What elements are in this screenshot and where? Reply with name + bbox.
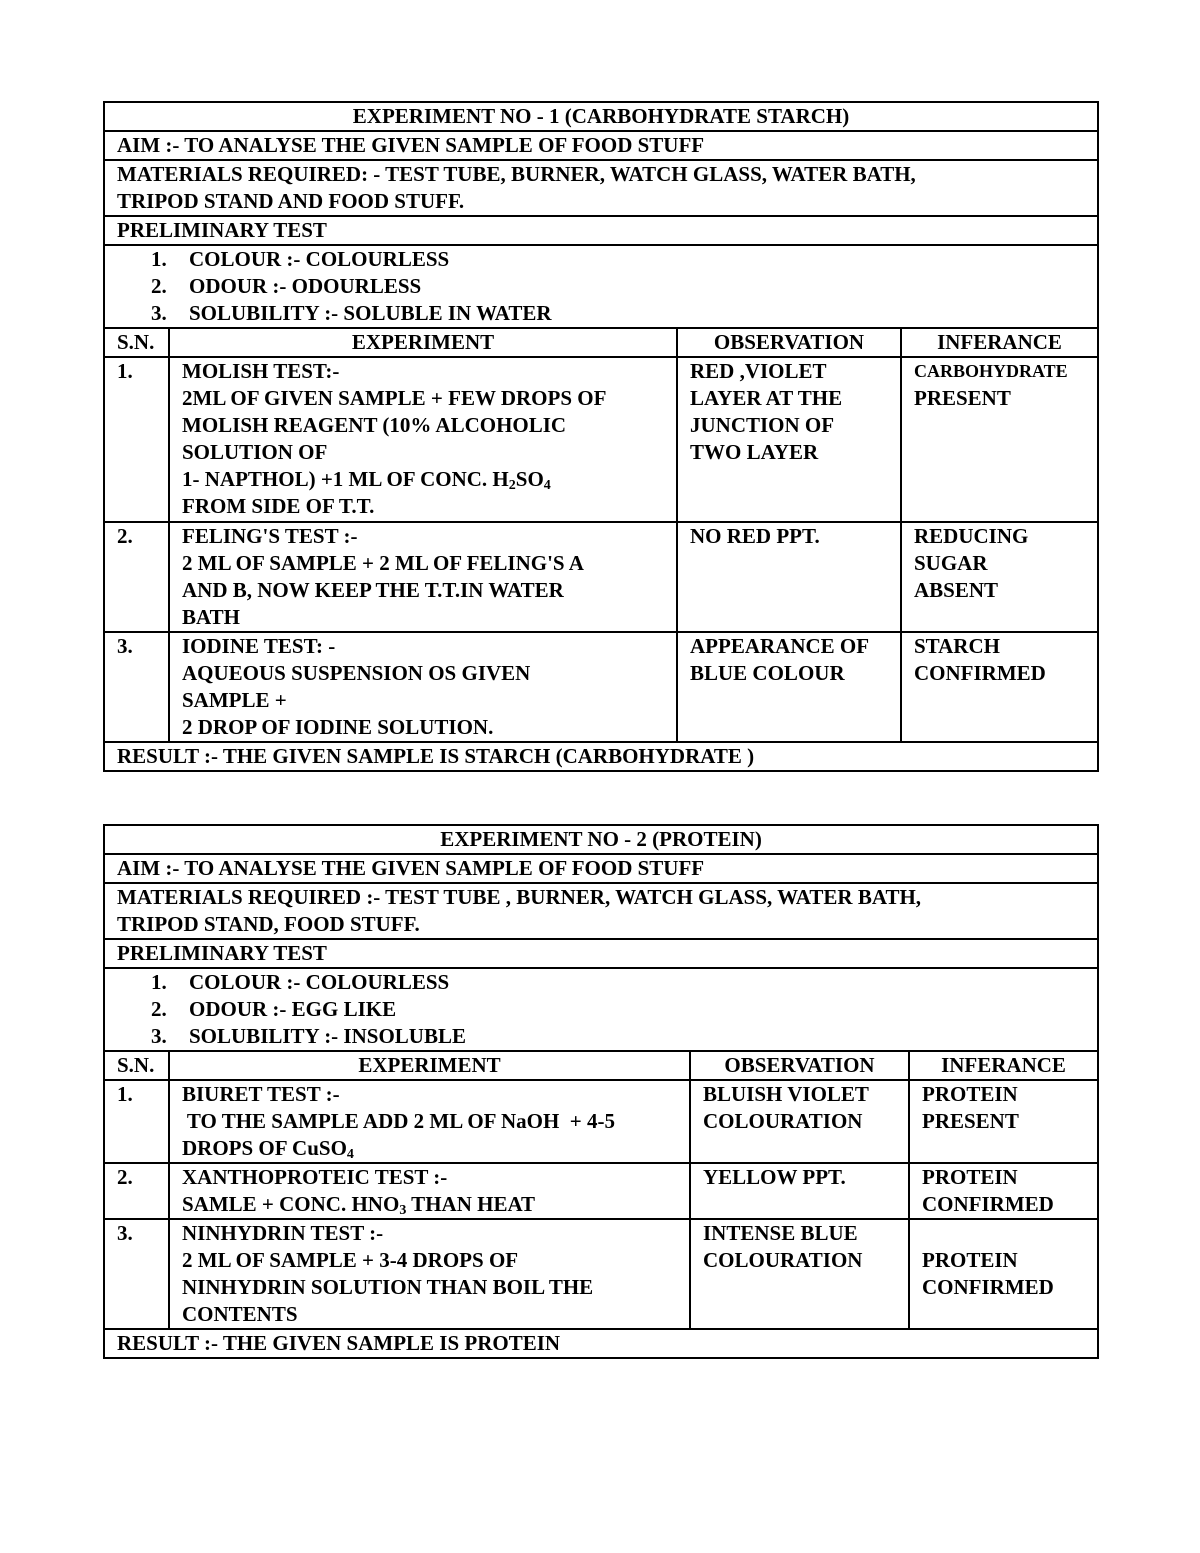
row-sn: 2.	[104, 1163, 169, 1219]
table-row	[104, 632, 1098, 742]
header-observation: OBSERVATION	[677, 328, 901, 357]
experiment-1-table	[103, 101, 1099, 772]
preliminary-test-heading: PRELIMINARY TEST	[104, 939, 1098, 968]
row-observation: INTENSE BLUE COLOURATION	[690, 1219, 909, 1329]
header-observation: OBSERVATION	[690, 1051, 909, 1080]
row-sn: 1.	[104, 357, 169, 522]
row-sn: 3.	[104, 632, 169, 742]
header-inference: INFERANCE	[909, 1051, 1098, 1080]
materials-line: MATERIALS REQUIRED :- TEST TUBE , BURNER, WATCH GLASS, WATER BATH,	[117, 885, 922, 909]
list-item: 1. COLOUR :- COLOURLESS	[151, 247, 450, 271]
header-experiment: EXPERIMENT	[169, 328, 677, 357]
table-row	[104, 1163, 1098, 1219]
row-inference: CARBOHYDRATE PRESENT	[901, 357, 1098, 522]
row-observation: BLUISH VIOLET COLOURATION	[690, 1080, 909, 1163]
header-sn: S.N.	[104, 328, 169, 357]
table-row	[104, 357, 1098, 522]
row-experiment: MOLISH TEST:- 2ML OF GIVEN SAMPLE + FEW DROPS OF MOLISH REAGENT (10% ALCOHOLIC SOLUTION OF 1- NAPTHOL) +1 ML OF CONC. $H_2SO_4$ FROM SIDE OF T.T.	[169, 357, 677, 522]
table-header-row	[104, 328, 1098, 357]
list-item: 2. ODOUR :- ODOURLESS	[151, 274, 422, 298]
row-sn: 2.	[104, 522, 169, 632]
row-sn: 3.	[104, 1219, 169, 1329]
materials-line: TRIPOD STAND, FOOD STUFF.	[117, 912, 420, 936]
row-experiment: IODINE TEST: - AQUEOUS SUSPENSION OS GIVEN SAMPLE + 2 DROP OF IODINE SOLUTION.	[169, 632, 677, 742]
materials-required	[104, 160, 1098, 216]
materials-required	[104, 883, 1098, 939]
header-inference: INFERANCE	[901, 328, 1098, 357]
list-item: 3. SOLUBILITY :- SOLUBLE IN WATER	[151, 301, 552, 325]
row-observation: APPEARANCE OF BLUE COLOUR	[677, 632, 901, 742]
row-sn: 1.	[104, 1080, 169, 1163]
row-observation: YELLOW PPT.	[690, 1163, 909, 1219]
preliminary-test-list	[104, 245, 1098, 328]
table-header-row	[104, 1051, 1098, 1080]
preliminary-test-heading: PRELIMINARY TEST	[104, 216, 1098, 245]
list-item: 3. SOLUBILITY :- INSOLUBLE	[151, 1024, 466, 1048]
row-inference: PROTEIN CONFIRMED	[909, 1219, 1098, 1329]
aim: AIM :- TO ANALYSE THE GIVEN SAMPLE OF FOOD STUFF	[104, 854, 1098, 883]
materials-line: TRIPOD STAND AND FOOD STUFF.	[117, 189, 465, 213]
table-row	[104, 1080, 1098, 1163]
list-item: 1. COLOUR :- COLOURLESS	[151, 970, 450, 994]
aim: AIM :- TO ANALYSE THE GIVEN SAMPLE OF FOOD STUFF	[104, 131, 1098, 160]
row-inference: PROTEIN CONFIRMED	[909, 1163, 1098, 1219]
row-inference: REDUCING SUGAR ABSENT	[901, 522, 1098, 632]
row-inference: PROTEIN PRESENT	[909, 1080, 1098, 1163]
header-sn: S.N.	[104, 1051, 169, 1080]
list-item: 2. ODOUR :- EGG LIKE	[151, 997, 397, 1021]
experiment-title: EXPERIMENT NO - 1 (CARBOHYDRATE STARCH)	[104, 102, 1098, 131]
row-inference: STARCH CONFIRMED	[901, 632, 1098, 742]
row-experiment: NINHYDRIN TEST :- 2 ML OF SAMPLE + 3-4 DROPS OF NINHYDRIN SOLUTION THAN BOIL THE CONTENTS	[169, 1219, 690, 1329]
experiment-2-table	[103, 824, 1099, 1359]
table-row	[104, 1219, 1098, 1329]
experiment-title: EXPERIMENT NO - 2 (PROTEIN)	[104, 825, 1098, 854]
result: RESULT :- THE GIVEN SAMPLE IS PROTEIN	[104, 1329, 1098, 1358]
preliminary-test-list	[104, 968, 1098, 1051]
materials-line: MATERIALS REQUIRED: - TEST TUBE, BURNER, WATCH GLASS, WATER BATH,	[117, 162, 916, 186]
row-experiment: FELING'S TEST :- 2 ML OF SAMPLE + 2 ML OF FELING'S A AND B, NOW KEEP THE T.T.IN WATER BATH	[169, 522, 677, 632]
row-experiment: BIURET TEST :- TO THE SAMPLE ADD 2 ML OF NaOH + 4-5 DROPS OF CuSO$_4$	[169, 1080, 690, 1163]
result: RESULT :- THE GIVEN SAMPLE IS STARCH (CARBOHYDRATE )	[104, 742, 1098, 771]
header-experiment: EXPERIMENT	[169, 1051, 690, 1080]
row-observation: RED ,VIOLET LAYER AT THE JUNCTION OF TWO LAYER	[677, 357, 901, 522]
row-experiment: XANTHOPROTEIC TEST :- SAMLE + CONC. $HNO_3$ THAN HEAT	[169, 1163, 690, 1219]
table-row	[104, 522, 1098, 632]
row-observation: NO RED PPT.	[677, 522, 901, 632]
